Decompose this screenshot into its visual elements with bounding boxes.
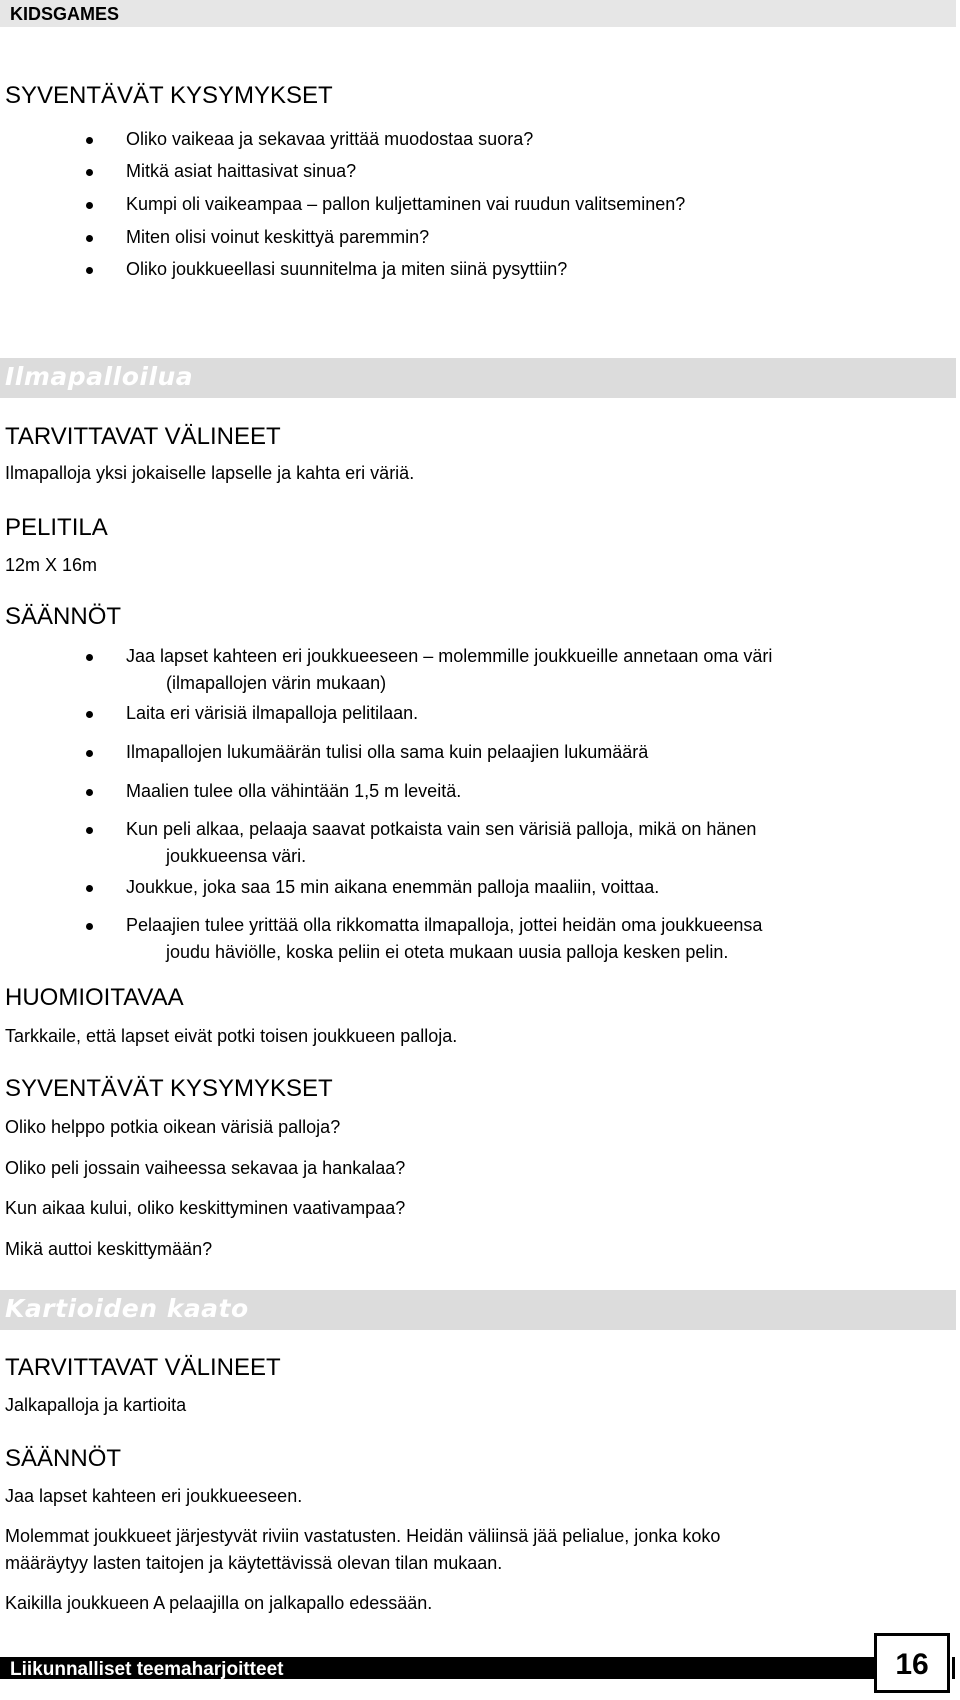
document-header-label: KIDSGAMES <box>10 4 120 24</box>
bullet-icon <box>86 137 93 144</box>
list-item: Oliko joukkueellasi suunnitelma ja miten siinä pysyttiin? <box>126 259 568 279</box>
footer-label: Liikunnalliset teemaharjoitteet <box>10 1659 284 1680</box>
list-item: Maalien tulee olla vähintään 1,5 m leveitä. <box>126 781 462 801</box>
bullet-icon <box>86 654 93 661</box>
page-number: 16 <box>895 1648 929 1681</box>
bullet-icon <box>86 789 93 796</box>
bullet-icon <box>86 923 93 930</box>
question-line: Oliko peli jossain vaiheessa sekavaa ja hankalaa? <box>5 1158 406 1178</box>
footer-end-mark <box>952 1657 955 1679</box>
list-item: Jaa lapset kahteen eri joukkueeseen – molemmille joukkueille annetaan oma väri <box>126 646 773 666</box>
paragraph: Molemmat joukkueet järjestyvät riviin vastatusten. Heidän väliinsä jää pelialue, jonka koko <box>5 1526 721 1546</box>
equipment-text: Jalkapalloja ja kartioita <box>5 1395 187 1415</box>
game-title: Ilmapalloilua <box>5 362 194 391</box>
rules-heading: SÄÄNNÖT <box>5 1445 122 1472</box>
bullet-icon <box>86 202 93 209</box>
notes-text: Tarkkaile, että lapset eivät potki toisen joukkueen palloja. <box>5 1026 458 1046</box>
area-heading: PELITILA <box>5 514 108 541</box>
list-item: Kun peli alkaa, pelaaja saavat potkaista vain sen värisiä palloja, mikä on hänen <box>126 819 757 839</box>
list-item: Ilmapallojen lukumäärän tulisi olla sama kuin pelaajien lukumäärä <box>126 742 649 762</box>
list-item-continuation: joukkueensa väri. <box>166 846 307 866</box>
question-line: Mikä auttoi keskittymään? <box>5 1239 213 1259</box>
list-item: Laita eri värisiä ilmapalloja pelitilaan. <box>126 703 419 723</box>
list-item: Oliko vaikeaa ja sekavaa yrittää muodostaa suora? <box>126 129 534 149</box>
area-text: 12m X 16m <box>5 555 98 575</box>
list-item: Mitkä asiat haittasivat sinua? <box>126 161 357 181</box>
list-item-continuation: joudu häviölle, koska peliin ei oteta mukaan uusia palloja kesken pelin. <box>166 942 729 962</box>
bullet-icon <box>86 711 93 718</box>
equipment-heading: TARVITTAVAT VÄLINEET <box>5 1354 281 1381</box>
bullet-icon <box>86 827 93 834</box>
question-line: Kun aikaa kului, oliko keskittyminen vaativampaa? <box>5 1198 406 1218</box>
questions-heading: SYVENTÄVÄT KYSYMYKSET <box>5 82 333 109</box>
paragraph: Kaikilla joukkueen A pelaajilla on jalkapallo edessään. <box>5 1593 433 1613</box>
question-line: Oliko helppo potkia oikean värisiä palloja? <box>5 1117 341 1137</box>
notes-heading: HUOMIOITAVAA <box>5 984 184 1011</box>
bullet-icon <box>86 235 93 242</box>
equipment-text: Ilmapalloja yksi jokaiselle lapselle ja kahta eri väriä. <box>5 463 415 483</box>
list-item: Pelaajien tulee yrittää olla rikkomatta ilmapalloja, jottei heidän oma joukkueensa <box>126 915 763 935</box>
paragraph: Jaa lapset kahteen eri joukkueeseen. <box>5 1486 303 1506</box>
bullet-icon <box>86 885 93 892</box>
bullet-icon <box>86 169 93 176</box>
bullet-icon <box>86 750 93 757</box>
bullet-icon <box>86 267 93 274</box>
header-bar <box>0 0 956 27</box>
rules-heading: SÄÄNNÖT <box>5 603 122 630</box>
paragraph-continuation: määräytyy lasten taitojen ja käytettävissä olevan tilan mukaan. <box>5 1553 503 1573</box>
list-item: Miten olisi voinut keskittyä paremmin? <box>126 227 430 247</box>
questions-heading: SYVENTÄVÄT KYSYMYKSET <box>5 1075 333 1102</box>
list-item: Joukkue, joka saa 15 min aikana enemmän palloja maaliin, voittaa. <box>126 877 660 897</box>
list-item-continuation: (ilmapallojen värin mukaan) <box>166 673 387 693</box>
game-title: Kartioiden kaato <box>5 1294 249 1323</box>
list-item: Kumpi oli vaikeampaa – pallon kuljettaminen vai ruudun valitseminen? <box>126 194 686 214</box>
equipment-heading: TARVITTAVAT VÄLINEET <box>5 423 281 450</box>
